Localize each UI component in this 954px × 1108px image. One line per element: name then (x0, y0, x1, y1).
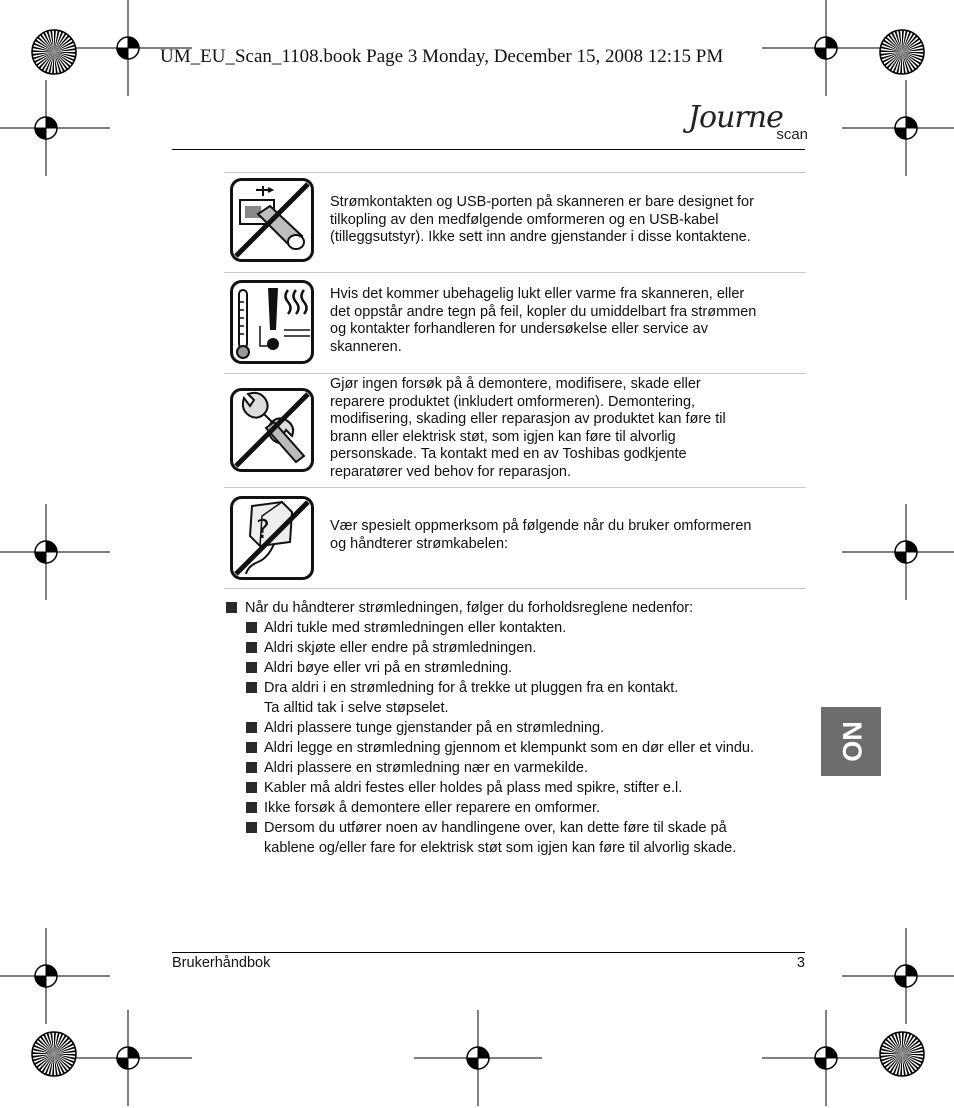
registration-target-icon (64, 1010, 192, 1106)
svg-text:?: ? (256, 515, 270, 545)
warning-line: skanneren. (330, 338, 402, 355)
registration-target-icon (0, 504, 110, 600)
list-item (226, 658, 826, 678)
list-item-line: Ikke forsøk å demontere eller reparere en omformer. (264, 800, 601, 816)
warning-line: Strømkontakten og USB-porten på skanneren er bare designet for (330, 194, 754, 210)
starburst-mark-icon (32, 1032, 76, 1076)
list-item-line: Aldri plassere en strømledning nær en varmekilde. (264, 760, 588, 776)
warning-line: Gjør ingen forsøk på å demontere, modifisere, skade eller (330, 376, 701, 392)
starburst-mark-icon (32, 30, 76, 74)
registration-target-icon (762, 1010, 890, 1106)
warning-line: Hvis det kommer ubehagelig lukt eller varme fra skanneren, eller (330, 286, 745, 302)
warning-line: Vær spesielt oppmerksom på følgende når du bruker omformeren (330, 518, 752, 534)
starburst-mark-icon (880, 1032, 924, 1076)
registration-target-icon (762, 0, 890, 96)
list-item (226, 798, 826, 818)
warning-line: det oppstår andre tegn på feil, kopler du umiddelbart fra strømmen (330, 303, 757, 320)
language-tab (821, 707, 881, 776)
precautions-list (226, 598, 826, 858)
list-item (226, 638, 826, 658)
warning-text (330, 376, 806, 482)
warning-line: og kontakter forhandleren for undersøkelse eller service av (330, 321, 708, 338)
list-item-line: Kabler må aldri festes eller holdes på plass med spikre, stifter e.l. (264, 780, 683, 796)
list-item (226, 818, 826, 858)
adapter-caution-icon (230, 496, 314, 580)
warning-text (330, 286, 806, 356)
list-item-line: Dersom du utfører noen av handlingene over, kan dette føre til skade på (264, 820, 727, 836)
row-divider (224, 588, 806, 589)
brand-script: Journe (688, 100, 783, 135)
list-item-line: Aldri legge en strømledning gjennom et klempunkt som en dør eller et vindu. (264, 740, 755, 756)
warning-line: reparatører ved behov for reparasjon. (330, 463, 571, 480)
warning-line: og håndterer strømkabelen: (330, 535, 509, 552)
registration-target-icon (842, 504, 954, 600)
warning-text (330, 194, 806, 247)
header-rule (172, 149, 805, 150)
list-item-line: kablene og/eller fare for elektrisk støt som igjen kan føre til alvorlig skade. (264, 840, 737, 856)
list-item-line: Aldri tukle med strømledningen eller kontakten. (264, 620, 567, 636)
registration-target-icon (0, 80, 110, 176)
row-divider (224, 373, 806, 374)
list-item (226, 778, 826, 798)
list-item: Når du håndterer strømledningen, følger du forholdsreglene nedenfor: (226, 598, 826, 618)
wrench-prohibited-icon (230, 388, 314, 472)
list-item-line: Ta alltid tak i selve støpselet. (264, 700, 449, 716)
warning-line: tilkopling av den medfølgende omformeren og en USB-kabel (330, 211, 719, 228)
list-item-line: Aldri plassere tunge gjenstander på en strømledning. (264, 720, 605, 736)
brand-sub: scan (776, 126, 808, 143)
footer-rule (172, 952, 805, 953)
warning-line: reparere produktet (inkludert omformeren). Demontering, (330, 393, 696, 410)
language-tab-label: NO (836, 721, 867, 762)
row-divider (224, 172, 806, 173)
list-item (226, 718, 826, 738)
registration-target-icon (414, 1010, 542, 1106)
warning-line: brann eller elektrisk støt, som igjen kan føre til alvorlig (330, 428, 676, 445)
heat-smell-warning-icon (230, 280, 314, 364)
starburst-mark-icon (880, 30, 924, 74)
usb-port-prohibited-icon (230, 178, 314, 262)
footer-title: Brukerhåndbok (172, 955, 271, 971)
registration-target-icon (842, 928, 954, 1024)
list-item-line: Aldri skjøte eller endre på strømledningen. (264, 640, 537, 656)
warning-line: personskade. Ta kontakt med en av Toshibas godkjente (330, 446, 687, 463)
warning-text (330, 518, 806, 553)
list-item-line: Dra aldri i en strømledning for å trekke ut pluggen fra en kontakt. (264, 680, 679, 696)
list-item (226, 758, 826, 778)
row-divider (224, 272, 806, 273)
brand-logo (684, 100, 808, 152)
list-item (226, 618, 826, 638)
page-number: 3 (796, 955, 805, 971)
registration-target-icon (842, 80, 954, 176)
warning-line: modifisering, skading eller reparasjon av produktet kan føre til (330, 411, 726, 428)
list-item (226, 738, 826, 758)
list-item (226, 678, 826, 718)
print-header: UM_EU_Scan_1108.book Page 3 Monday, December 15, 2008 12:15 PM (160, 46, 724, 67)
list-item-line: Aldri bøye eller vri på en strømledning. (264, 660, 513, 676)
row-divider (224, 487, 806, 488)
warning-line: (tilleggsutstyr). Ikke sett inn andre gjenstander i disse kontaktene. (330, 229, 751, 246)
registration-target-icon (0, 928, 110, 1024)
